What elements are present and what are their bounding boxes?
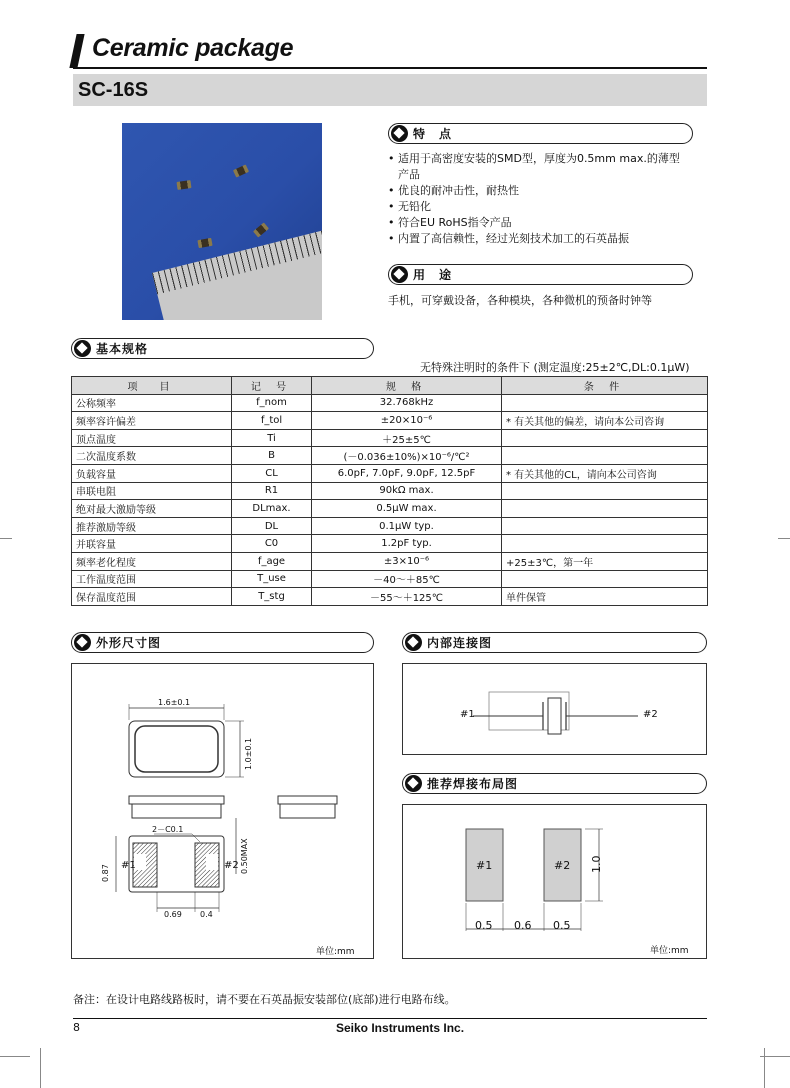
table-cell: ±3×10⁻⁶ bbox=[312, 552, 502, 570]
unit-label: 单位:mm bbox=[650, 946, 689, 956]
page-number: 8 bbox=[73, 1021, 80, 1034]
section-bullet-icon bbox=[391, 266, 408, 283]
section-bullet-icon bbox=[74, 340, 91, 357]
table-cell bbox=[502, 394, 708, 412]
ruler bbox=[152, 215, 322, 320]
table-cell: T_stg bbox=[232, 588, 312, 606]
dim-pad-height: 1.0 bbox=[590, 855, 603, 873]
page-title: Ceramic package bbox=[92, 34, 294, 62]
dimensions-heading: 外形尺寸图 bbox=[71, 632, 374, 653]
conn-pin2-label: #2 bbox=[643, 709, 658, 720]
dim-069: 0.69 bbox=[164, 910, 182, 919]
table-cell: 并联容量 bbox=[72, 535, 232, 553]
table-cell: DLmax. bbox=[232, 500, 312, 518]
list-item: • 优良的耐冲击性，耐热性 bbox=[388, 183, 708, 199]
usage-heading: 用 途 bbox=[388, 264, 693, 285]
table-cell bbox=[502, 447, 708, 465]
table-cell: 1.2pF typ. bbox=[312, 535, 502, 553]
table-cell: 公称频率 bbox=[72, 394, 232, 412]
land-pattern-heading: 推荐焊接布局图 bbox=[402, 773, 707, 794]
table-cell: 单件保管 bbox=[502, 588, 708, 606]
table-row bbox=[72, 517, 708, 535]
package-outline-drawing bbox=[72, 664, 373, 958]
table-row bbox=[72, 570, 708, 588]
crop-mark bbox=[764, 1048, 765, 1088]
dim-pad2-width: 0.5 bbox=[553, 919, 571, 932]
table-row bbox=[72, 394, 708, 412]
connection-heading: 内部连接图 bbox=[402, 632, 707, 653]
model-band bbox=[73, 74, 707, 106]
table-cell bbox=[502, 535, 708, 553]
dim-chamfer: 2－C0.1 bbox=[152, 825, 184, 834]
crop-mark bbox=[40, 1048, 41, 1088]
section-bullet-icon bbox=[74, 634, 91, 651]
dim-height-087: 0.87 bbox=[101, 864, 110, 882]
table-cell: 0.5μW max. bbox=[312, 500, 502, 518]
table-cell: f_tol bbox=[232, 412, 312, 430]
dim-pad-gap: 0.6 bbox=[514, 919, 532, 932]
title-accent-bar bbox=[69, 34, 84, 68]
table-cell: (－0.036±10%)×10⁻⁶/℃² bbox=[312, 447, 502, 465]
table-cell: 6.0pF, 7.0pF, 9.0pF, 12.5pF bbox=[312, 464, 502, 482]
design-note: 备注：在设计电路线路板时，请不要在石英晶振安装部位(底部)进行电路布线。 bbox=[73, 993, 456, 1006]
table-cell: 频率老化程度 bbox=[72, 552, 232, 570]
table-row bbox=[72, 588, 708, 606]
dim-max-thickness: 0.50MAX bbox=[240, 838, 249, 874]
dim-04: 0.4 bbox=[200, 910, 213, 919]
table-cell bbox=[502, 482, 708, 500]
land-pattern-drawing bbox=[402, 804, 707, 959]
dim-width: 1.0±0.1 bbox=[244, 737, 253, 770]
dim-length: 1.6±0.1 bbox=[158, 698, 191, 707]
crystal-chip bbox=[253, 222, 269, 237]
table-row bbox=[72, 535, 708, 553]
dimension-drawing bbox=[71, 663, 374, 959]
table-cell: －40～＋85℃ bbox=[312, 570, 502, 588]
company-name: Seiko Instruments Inc. bbox=[336, 1021, 465, 1035]
pad2-label: #2 bbox=[554, 859, 571, 872]
pad-layout-drawing bbox=[403, 805, 706, 958]
crop-mark bbox=[778, 538, 790, 539]
measurement-condition: 无特殊注明时的条件下 (测定温度:25±2℃,DL:0.1μW) bbox=[420, 361, 690, 374]
column-header: 记 号 bbox=[232, 377, 312, 395]
table-row bbox=[72, 412, 708, 430]
list-item: • 适用于高密度安装的SMD型，厚度为0.5mm max.的薄型 产品 bbox=[388, 151, 708, 183]
model-name: SC-16S bbox=[78, 79, 149, 101]
table-cell: ＋25±5℃ bbox=[312, 429, 502, 447]
table-cell: 频率容许偏差 bbox=[72, 412, 232, 430]
table-cell: +25±3℃，第一年 bbox=[502, 552, 708, 570]
crop-mark bbox=[0, 538, 12, 539]
table-cell: 保存温度范围 bbox=[72, 588, 232, 606]
crystal-chip bbox=[233, 164, 249, 177]
footer-rule bbox=[73, 1018, 707, 1019]
list-item: • 无铅化 bbox=[388, 199, 708, 215]
table-cell bbox=[502, 500, 708, 518]
table-row bbox=[72, 500, 708, 518]
crystal-chip bbox=[197, 238, 212, 248]
table-row bbox=[72, 552, 708, 570]
dim-pad1-width: 0.5 bbox=[475, 919, 493, 932]
section-bullet-icon bbox=[405, 775, 422, 792]
table-cell: f_nom bbox=[232, 394, 312, 412]
usage-text: 手机，可穿戴设备，各种模块，各种微机的预备时钟等 bbox=[388, 294, 652, 307]
table-cell: f_age bbox=[232, 552, 312, 570]
table-cell: 绝对最大激励等级 bbox=[72, 500, 232, 518]
table-row bbox=[72, 447, 708, 465]
table-cell: 二次温度系数 bbox=[72, 447, 232, 465]
table-cell bbox=[502, 429, 708, 447]
conn-pin1-label: #1 bbox=[460, 709, 475, 720]
unit-label: 单位:mm bbox=[316, 947, 355, 957]
list-item: • 符合EU RoHS指令产品 bbox=[388, 215, 708, 231]
table-cell: 工作温度范围 bbox=[72, 570, 232, 588]
table-cell: CL bbox=[232, 464, 312, 482]
table-cell: B bbox=[232, 447, 312, 465]
features-list bbox=[388, 151, 708, 247]
features-heading: 特 点 bbox=[388, 123, 693, 144]
table-cell: 负载容量 bbox=[72, 464, 232, 482]
list-item: • 内置了高信赖性，经过光刻技术加工的石英晶振 bbox=[388, 231, 708, 247]
table-cell: * 有关其他的偏差，请向本公司咨询 bbox=[502, 412, 708, 430]
title-rule bbox=[73, 67, 707, 69]
table-cell: C0 bbox=[232, 535, 312, 553]
table-cell bbox=[502, 517, 708, 535]
table-cell: Ti bbox=[232, 429, 312, 447]
table-cell: DL bbox=[232, 517, 312, 535]
table-row bbox=[72, 482, 708, 500]
table-cell: 顶点温度 bbox=[72, 429, 232, 447]
table-cell: T_use bbox=[232, 570, 312, 588]
connection-diagram bbox=[402, 663, 707, 755]
column-header: 条 件 bbox=[502, 377, 708, 395]
table-row bbox=[72, 464, 708, 482]
pin2-label: #2 bbox=[224, 860, 239, 871]
table-cell bbox=[502, 570, 708, 588]
spec-table bbox=[71, 376, 708, 606]
crop-mark bbox=[0, 1056, 30, 1057]
table-cell: * 有关其他的CL，请向本公司咨询 bbox=[502, 464, 708, 482]
column-header: 规 格 bbox=[312, 377, 502, 395]
table-cell: 推荐激励等级 bbox=[72, 517, 232, 535]
table-cell: 90kΩ max. bbox=[312, 482, 502, 500]
pin1-label: #1 bbox=[121, 860, 136, 871]
section-bullet-icon bbox=[405, 634, 422, 651]
table-cell: R1 bbox=[232, 482, 312, 500]
table-cell: ±20×10⁻⁶ bbox=[312, 412, 502, 430]
crystal-symbol-diagram bbox=[403, 664, 706, 754]
table-header-row bbox=[72, 377, 708, 395]
table-cell: 0.1μW typ. bbox=[312, 517, 502, 535]
product-photo bbox=[122, 123, 322, 320]
pad1-label: #1 bbox=[476, 859, 493, 872]
section-bullet-icon bbox=[391, 125, 408, 142]
specs-heading: 基本规格 bbox=[71, 338, 374, 359]
table-cell: 32.768kHz bbox=[312, 394, 502, 412]
column-header: 项 目 bbox=[72, 377, 232, 395]
table-cell: 串联电阻 bbox=[72, 482, 232, 500]
crystal-chip bbox=[177, 180, 192, 190]
table-row bbox=[72, 429, 708, 447]
table-cell: －55～＋125℃ bbox=[312, 588, 502, 606]
